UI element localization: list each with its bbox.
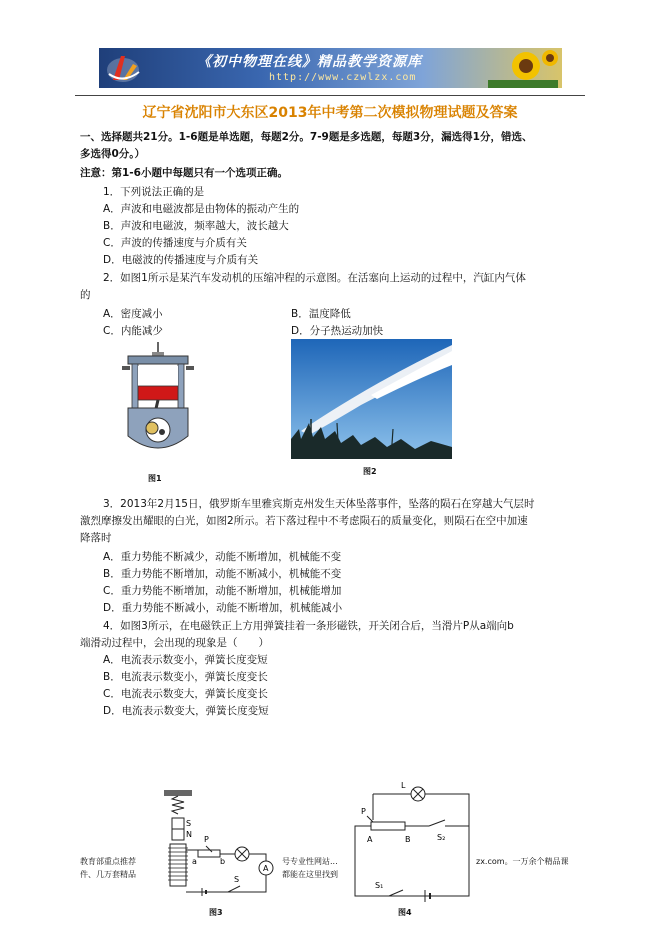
q1-option-c: C．声波的传播速度与介质有关: [103, 237, 247, 249]
q4-option-b: B．电流表示数变小，弹簧长度变长: [103, 671, 268, 683]
fig4-label-p: P: [361, 807, 366, 816]
q1-option-b: B．声波和电磁波，频率越大，波长越大: [103, 220, 289, 232]
q4-option-c: C．电流表示数变大，弹簧长度变长: [103, 688, 268, 700]
footer-left-line1: 教育部重点推荐: [80, 857, 136, 866]
fig4-label-a: A: [367, 835, 373, 844]
section-heading: 一、选择题共21分。1-6题是单选题，每题2分。7-9题是多选题，每题3分，漏选得1分，错选、: [80, 131, 533, 143]
q4-option-d: D．电流表示数变大，弹簧长度变短: [103, 705, 269, 717]
q3-stem: 3．2013年2月15日，俄罗斯车里雅宾斯克州发生天体坠落事件，坠落的陨石在穿越大气层时: [103, 498, 535, 510]
document-title: 辽宁省沈阳市大东区2013年中考第二次模拟物理试题及答案: [142, 105, 518, 121]
sunflower-icon: [488, 48, 558, 88]
figure-3-electromagnet-circuit: [158, 788, 278, 900]
figure-1-caption: 图1: [148, 474, 162, 483]
q4-stem: 4．如图3所示，在电磁铁正上方用弹簧挂着一条形磁铁，开关闭合后，当滑片P从a端向b: [103, 620, 514, 632]
figure-2-meteor-photo: [291, 339, 452, 459]
q3-stem-cont-2: 降落时: [80, 532, 112, 544]
section-heading-cont: 多选得0分。）: [80, 148, 146, 160]
figure-4-circuit: [345, 780, 475, 904]
q3-stem-cont-1: 激烈摩擦发出耀眼的白光，如图2所示。若下落过程中不考虑陨石的质量变化，则陨石在空中加速: [80, 515, 528, 527]
q2-option-c: C．内能减少: [103, 325, 163, 337]
fig4-label-b: B: [405, 835, 411, 844]
footer-left-line2: 件、几万套精品: [80, 870, 136, 879]
fig3-ammeter-label: A: [263, 864, 269, 873]
header-rule: [75, 95, 585, 96]
fig3-label-a: a: [192, 857, 197, 866]
fig3-label-s: S: [186, 819, 192, 828]
q4-option-a: A．电流表示数变小，弹簧长度变短: [103, 654, 268, 666]
fig4-label-lamp: L: [401, 781, 406, 790]
banner-url[interactable]: http://www.czwlzx.com: [269, 72, 417, 83]
logo-icon: [103, 50, 143, 86]
fig3-label-switch: S: [234, 875, 240, 884]
q3-option-d: D．重力势能不断减小，动能不断增加，机械能减小: [103, 602, 343, 614]
q2-option-a: A．密度减小: [103, 308, 163, 320]
q2-stem-cont: 的: [80, 289, 91, 301]
figure-2-caption: 图2: [363, 467, 377, 476]
banner-title: 《初中物理在线》精品教学资源库: [197, 54, 422, 70]
q3-option-b: B．重力势能不断增加，动能不断减小，机械能不变: [103, 568, 342, 580]
q4-stem-cont: 端滑动过程中，会出现的现象是（ ）: [80, 637, 269, 649]
q2-option-d: D．分子热运动加快: [291, 325, 384, 337]
fig4-label-s2: S₂: [437, 833, 446, 842]
fig3-label-n: N: [186, 830, 192, 839]
q2-stem: 2．如图1所示是某汽车发动机的压缩冲程的示意图。在活塞向上运动的过程中，汽缸内气体: [103, 272, 526, 284]
figure-4-caption: 图4: [398, 908, 412, 917]
q1-option-d: D．电磁波的传播速度与介质有关: [103, 254, 259, 266]
header-banner: [99, 48, 562, 88]
fig3-label-b: b: [220, 857, 226, 866]
q2-option-b: B．温度降低: [291, 308, 351, 320]
footer-right-text: zx.com。一万余个精品课: [476, 857, 569, 866]
q3-option-a: A．重力势能不断减少，动能不断增加，机械能不变: [103, 551, 342, 563]
footer-mid-line1: 号专业性网站...: [282, 857, 338, 866]
section-note: 注意：第1-6小题中每题只有一个选项正确。: [80, 167, 288, 179]
q1-option-a: A．声波和电磁波都是由物体的振动产生的: [103, 203, 300, 215]
footer-mid-line2: 都能在这里找到: [282, 870, 338, 879]
figure-1-engine-diagram: [118, 340, 198, 455]
q3-option-c: C．重力势能不断增加，动能不断增加，机械能增加: [103, 585, 342, 597]
fig4-label-s1: S₁: [375, 881, 384, 890]
fig3-label-p: P: [204, 835, 209, 844]
figure-3-caption: 图3: [209, 908, 223, 917]
q1-stem: 1．下列说法正确的是: [103, 186, 205, 198]
